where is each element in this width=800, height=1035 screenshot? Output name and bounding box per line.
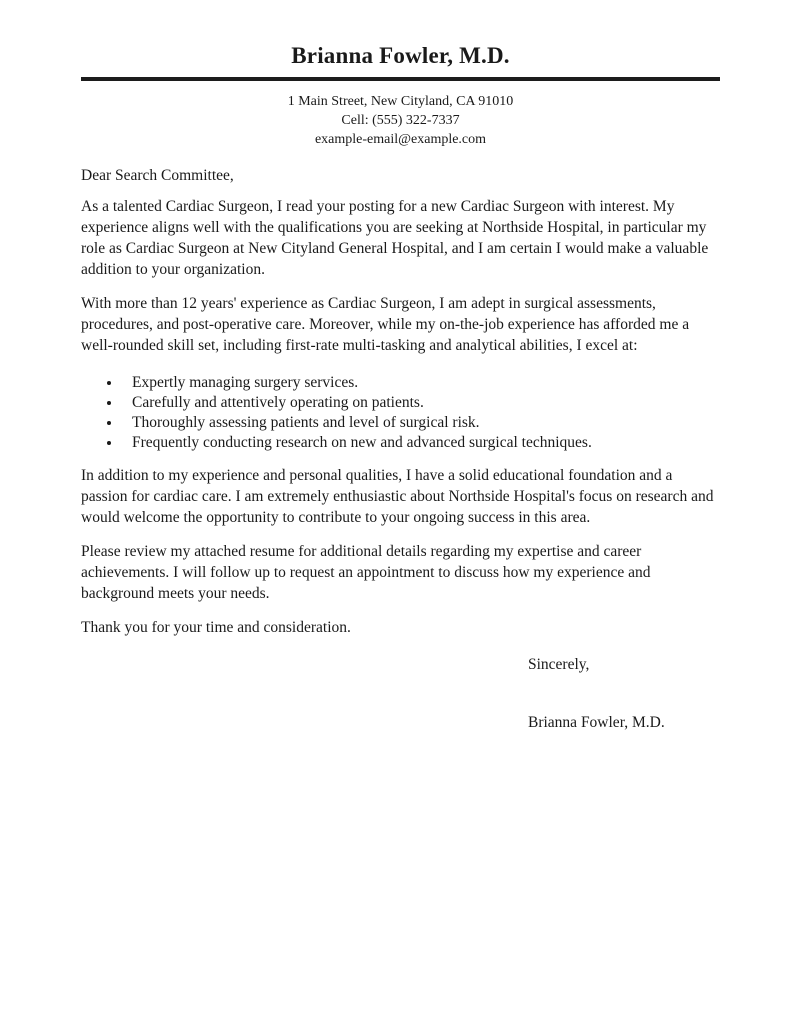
paragraph-education: In addition to my experience and personal qualities, I have a solid educational foundation and a passion for cardiac care. I am extremely enthusiastic about Northside Hospital's focus on research and would welcome the opportunity to contribute to your ongoing success in this area. xyxy=(81,466,714,526)
contact-phone: Cell: (555) 322-7337 xyxy=(341,112,460,128)
page-title: Brianna Fowler, M.D. xyxy=(291,43,510,68)
closing: Sincerely, xyxy=(528,655,590,673)
bullet-item: • Frequently conducting research on new and advanced surgical techniques. xyxy=(122,433,720,453)
contact-block xyxy=(81,92,720,149)
paragraph-experience: With more than 12 years' experience as Cardiac Surgeon, I am adept in surgical assessments, procedures, and post-operative care. Moreover, while my on-the-job experience has afforded me a well-rounded skill set, including first-rate multi-tasking and analytical abilities, I excel at: xyxy=(81,294,690,354)
bullet-list xyxy=(81,373,720,453)
letter-header xyxy=(81,42,720,149)
header-divider xyxy=(81,77,720,81)
paragraph-resume: Please review my attached resume for additional details regarding my expertise and career achievements. I will follow up to request an appointment to discuss how my experience and background meets your needs. xyxy=(81,542,651,602)
contact-email: example-email@example.com xyxy=(314,131,487,147)
paragraph-intro: As a talented Cardiac Surgeon, I read your posting for a new Cardiac Surgeon with interest. My experience aligns well with the qualifications you are seeking at Northside Hospital, in particular my role as Cardiac Surgeon at New Cityland General Hospital, and I am certain I would make a valuable addition to your organization. xyxy=(81,197,709,278)
paragraph-thanks: Thank you for your time and consideration. xyxy=(81,618,351,636)
bullet-item: • Carefully and attentively operating on patients. xyxy=(122,393,720,413)
contact-address: 1 Main Street, New Cityland, CA 91010 xyxy=(287,93,514,109)
letter-body xyxy=(81,165,720,733)
closing-block xyxy=(528,654,720,733)
bullet-item: • Thoroughly assessing patients and level of surgical risk. xyxy=(122,413,720,433)
signature-name: Brianna Fowler, M.D. xyxy=(528,713,665,731)
salutation: Dear Search Committee, xyxy=(81,166,234,184)
bullet-item: • Expertly managing surgery services. xyxy=(122,373,720,393)
